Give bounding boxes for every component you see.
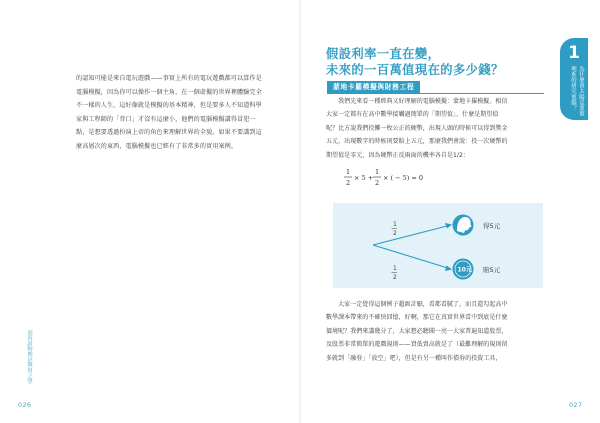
left-line: 電腦模擬，因為你可以操作一個主角，在一個虛擬的世界裡體驗完全 [76,88,262,96]
right-line: 數學課本帶來的不確快回憶，好啊，那它在真實世界當中到底是什麼 [326,314,508,322]
chapter-title-line: 未來的一百萬值現在的多少錢？ [326,63,504,77]
left-page-number: 026 [18,401,32,409]
left-page-body [76,72,272,154]
section-label: 蒙地卡羅模擬與財務工程 [327,81,420,93]
left-line: 的認知可能是來自電玩遊戲——事實上所有的電玩遊戲都可以算作是 [76,75,262,82]
left-running-title: 別再說物理是無用之學 [26,330,32,384]
chapter-title-line: 假設利率一直在變， [326,47,441,61]
left-line: 不一樣的人生，這好像就是模擬的基本精神，但是要多人不知道科學 [76,102,262,110]
right-page-number: 027 [569,401,583,409]
coin-number-icon [453,259,474,280]
right-paragraph-1 [326,95,545,162]
chapter-tab-text: 為什麼會太陽是要被理系的研究電腦？ [570,66,584,117]
prob-bottom-num: 1 [393,265,397,272]
prob-bottom-den: 2 [393,274,397,281]
coin-top-label: 得5元 [483,222,501,230]
right-line: 我們先來看一種經典又好理解的電腦模擬：蒙地卡羅模擬。相信 [326,98,508,105]
formula-term2: × ( − 5) = 0 [383,174,424,182]
left-line: 麼高層次的東西，電腦模擬也已經有了非常多的實用案例。 [76,142,238,150]
coin-bottom-text: 10元 [457,266,472,274]
formula-den: 2 [375,179,380,187]
prob-top-den: 2 [393,230,397,237]
coin-toss-diagram [333,203,543,288]
page-gutter [299,0,301,423]
right-line: 大家一定覺得這個例子超級計厭，看都看膩了，而且還勾起高中 [326,301,508,308]
right-line: 價境呢？我們來講幾分了，大家想必聽聞一亮一大家普遍知道股票， [326,327,508,335]
right-line: 多就到「融券」「放空」吧），但是有另一種叫作債券的投資工具， [326,354,502,362]
chapter-tab-number: 1 [568,43,580,63]
right-line: 大家一定都有在高中數學接觸過簡單的「期望值」，什麼是期望值 [326,111,499,119]
formula-num: 1 [346,168,351,176]
left-line: 點，是想要透過扮演上帝的角色來理解世界的全貌。如果不要講到這 [76,129,262,137]
coin-head-icon [453,215,474,236]
right-line: 五元，出現數字的時候則要賠上五元，那麼我們會說：投一次硬幣的 [326,138,508,146]
chapter-title [326,46,526,78]
right-line: 呢？比方說我們投擲一枚公正的硬幣，出現人頭的時候可以得到獎金 [326,124,508,132]
prob-top-num: 1 [393,221,397,228]
section-underline [327,93,544,94]
right-line: 期望值是零元，因為硬幣正反兩面的機率各自是1/2： [326,151,469,159]
right-line: 及股票非常簡單的遊戲規則——買低賣高就是了（最難理解的規則留 [326,341,508,349]
formula-den: 2 [346,179,351,187]
diagram-background [333,203,543,288]
left-line: 家與工程師的「背口」才沒有這麼小，他們的電腦模擬講得冒犯一 [76,115,256,123]
right-paragraph-2 [326,298,545,365]
chapter-tab [560,38,588,120]
formula-num: 1 [375,168,380,176]
expected-value-formula [344,165,464,191]
coin-bottom-label: 賠5元 [483,266,501,274]
formula-term1: × 5 + [354,174,374,182]
